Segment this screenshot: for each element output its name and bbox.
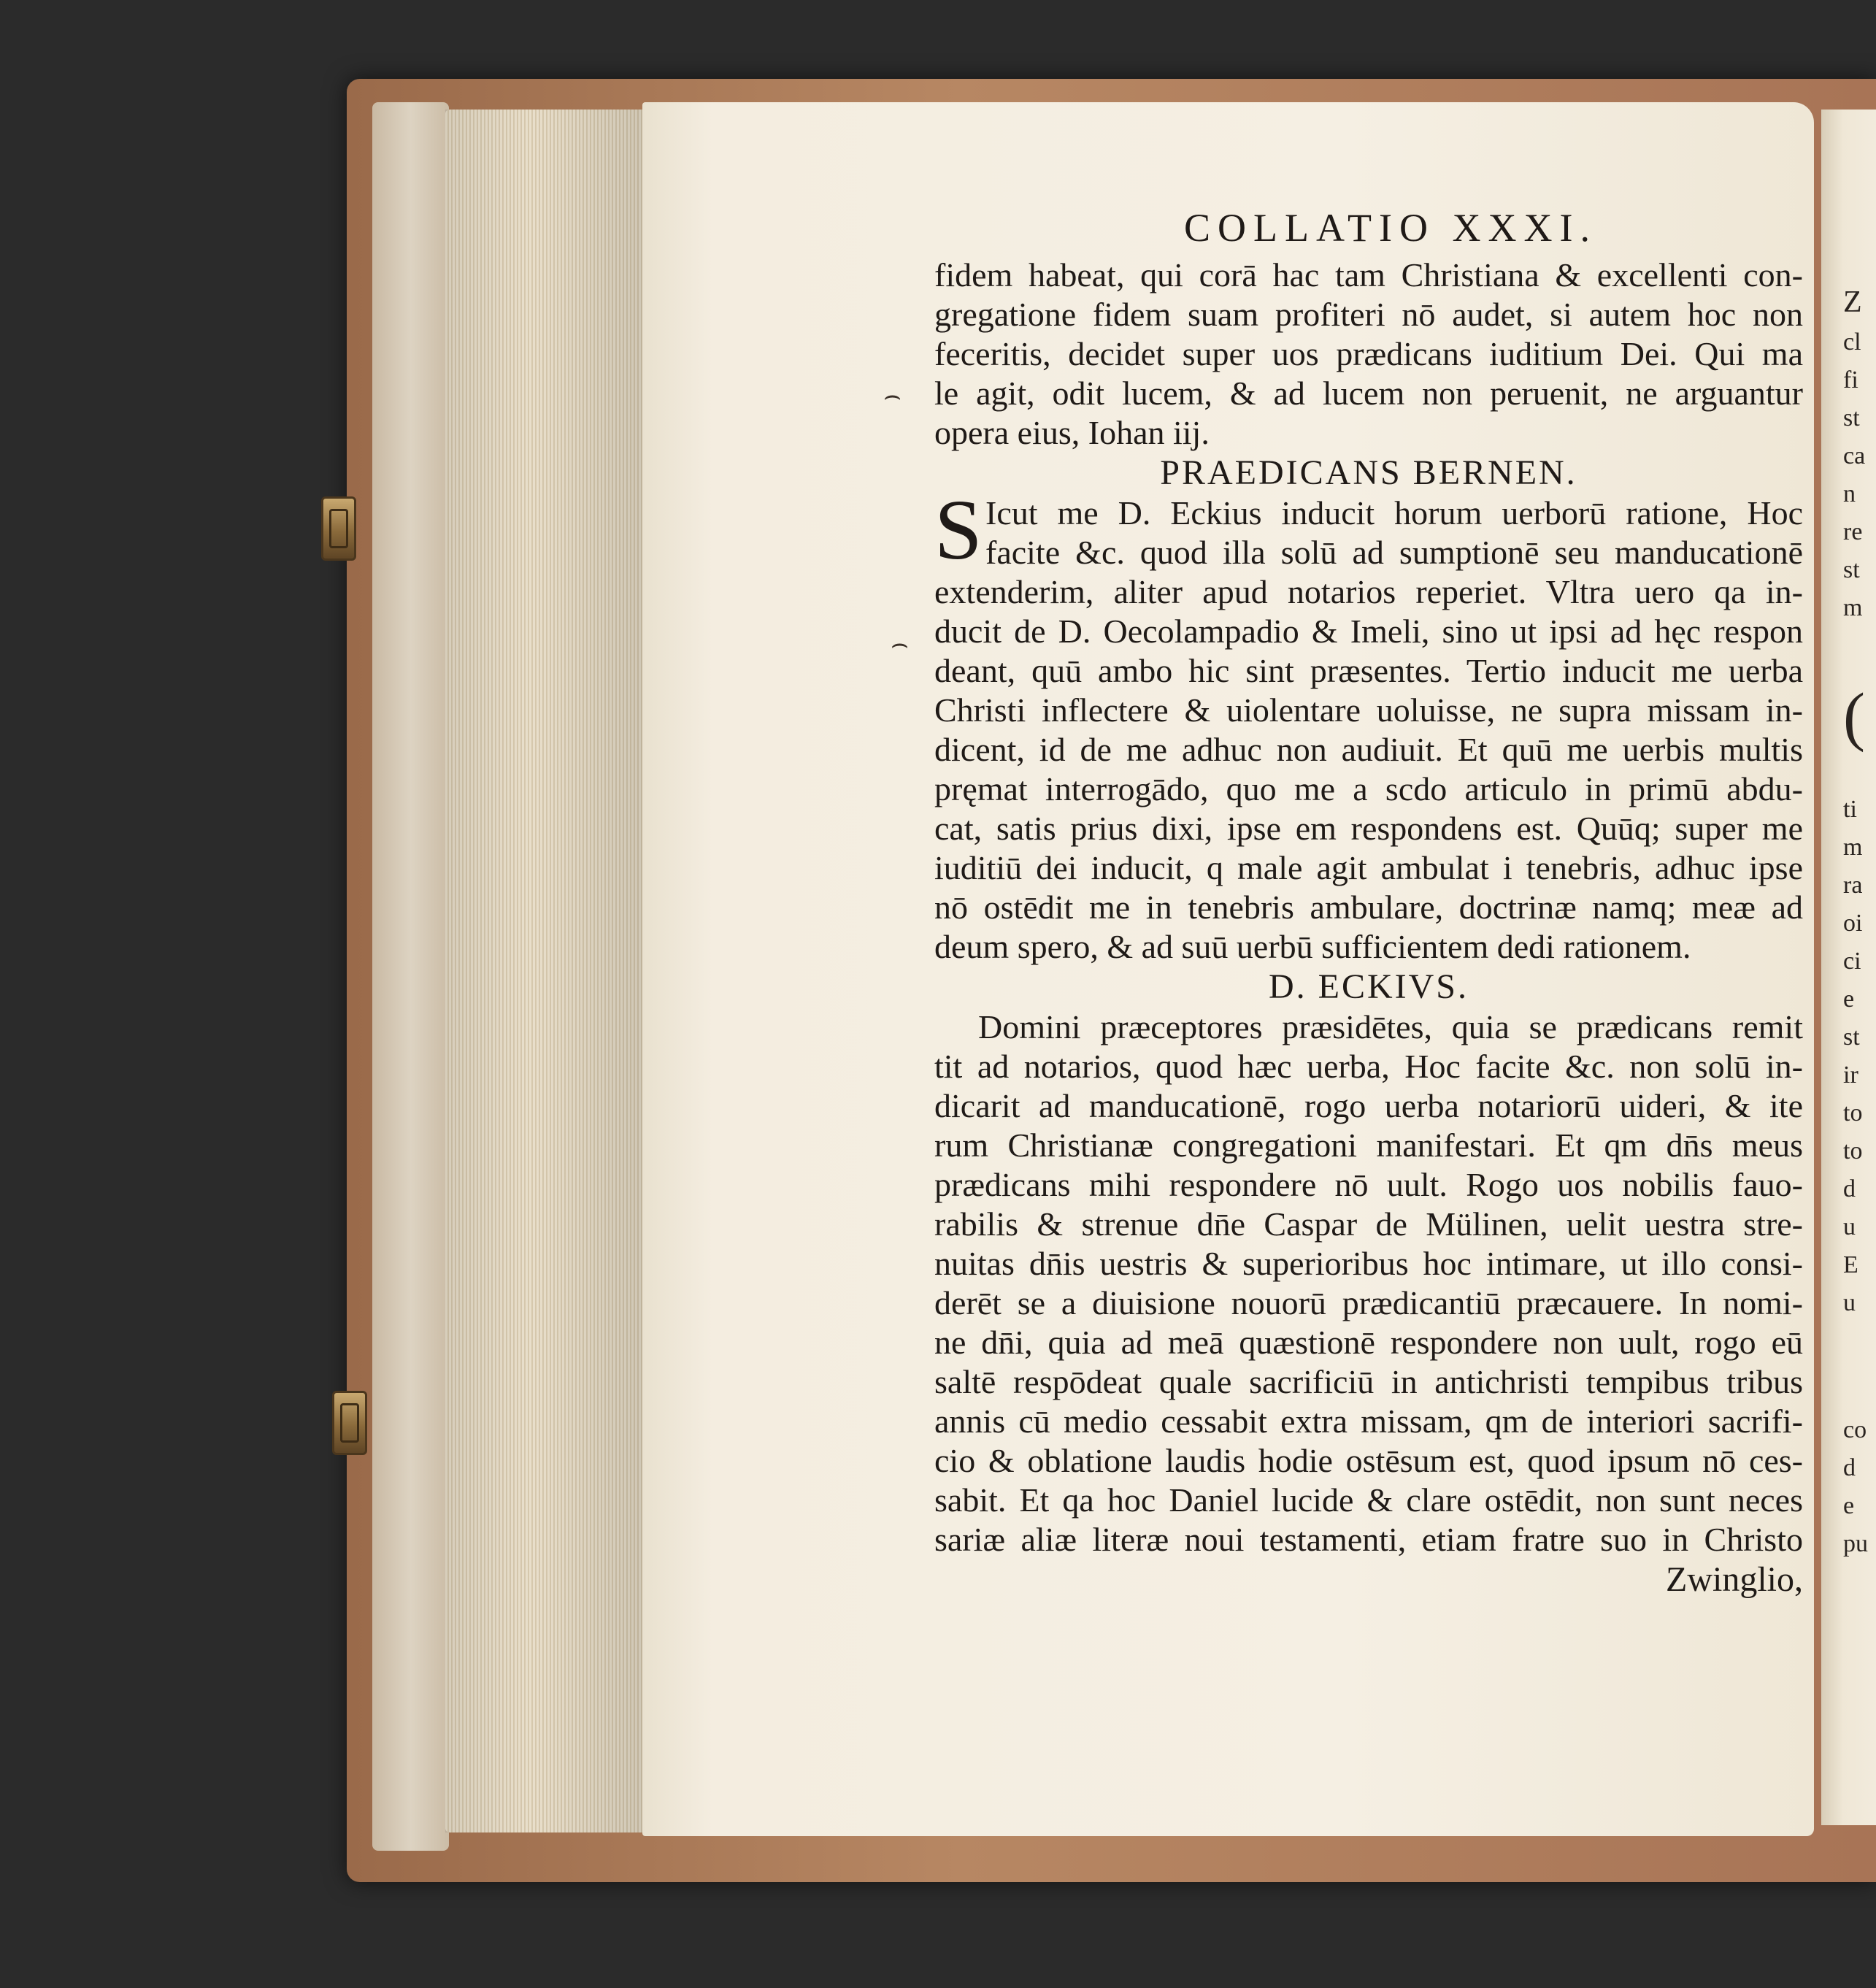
text-line: cio & oblatione laudis hodie ostēsum est, quod ipsum nō ces- — [934, 1442, 1803, 1479]
text-line: dicent, id de me adhuc non audiuit. Et quū me uerbis multis — [934, 731, 1803, 768]
facing-frag: e — [1843, 1492, 1855, 1519]
stray-mark: ⌢ — [883, 380, 902, 411]
facing-frag: st — [1843, 404, 1860, 431]
paragraph-with-initial — [934, 482, 1803, 577]
text-line: tit ad notarios, quod hæc uerba, Hoc facite &c. non solū in- — [934, 1048, 1803, 1085]
running-head: COLLATIO XXXI. — [1184, 206, 1597, 250]
catchword: Zwinglio, — [1666, 1560, 1803, 1599]
facing-frag: st — [1843, 1024, 1860, 1051]
page-edges — [445, 110, 657, 1832]
text-line: nō ostēdit me in tenebris ambulare, doctrinæ namq; meæ ad — [934, 889, 1803, 926]
facing-frag: n — [1843, 480, 1856, 507]
text-line: rabilis & strenue dn̄e Caspar de Mülinen, uelit uestra stre- — [934, 1205, 1803, 1243]
facing-frag: ra — [1843, 872, 1863, 899]
facing-frag: u — [1843, 1213, 1856, 1240]
text-line: Christi inflectere & uiolentare uoluisse, ne supra missam in- — [934, 691, 1803, 729]
facing-frag: d — [1843, 1175, 1856, 1202]
facing-frag: E — [1843, 1251, 1858, 1278]
facing-frag: ( — [1843, 680, 1865, 753]
text-line: facite &c. quod illa solū ad sumptionē seu manducationē — [985, 534, 1803, 571]
text-line: sariæ aliæ literæ noui testamenti, etiam fratre suo in Christo — [934, 1521, 1803, 1558]
text-line: rum Christianæ congregationi manifestari. Et qm dn̄s meus — [934, 1127, 1803, 1164]
text-line: saltē respōdeat quale sacrificiū in antichristi tempibus tribus — [934, 1363, 1803, 1400]
facing-frag: e — [1843, 986, 1855, 1013]
facing-frag: ca — [1843, 442, 1866, 469]
text-line: deant, quū ambo hic sint præsentes. Tertio inducit me uerba — [934, 652, 1803, 689]
facing-frag: d — [1843, 1454, 1856, 1481]
section-heading: PRAEDICANS BERNEN. — [1160, 453, 1577, 492]
facing-frag: ci — [1843, 948, 1861, 975]
facing-frag: fi — [1843, 366, 1858, 394]
text-line: derēt se a diuisione nouorū prædicantiū præcauere. In nomi- — [934, 1284, 1803, 1321]
text-line: prædicans mihi respondere nō uult. Rogo uos nobilis fauo- — [934, 1166, 1803, 1203]
facing-frag: pu — [1843, 1530, 1868, 1557]
text-line: dicarit ad manducationē, rogo uerba notariorū uideri, & ite — [934, 1087, 1803, 1124]
text-line: gregatione fidem suam profiteri nō audet, si autem hoc non — [934, 296, 1803, 333]
text-line: cat, satis prius dixi, ipse em respondens est. Quūq; super me — [934, 810, 1803, 847]
text-line: annis cū medio cessabit extra missam, qm de interiori sacrifi- — [934, 1402, 1803, 1440]
inner-binding — [372, 102, 449, 1851]
facing-frag: to — [1843, 1099, 1863, 1127]
text-block — [934, 204, 1803, 1600]
text-line: pręmat interrogādo, quo me a scdo articulo in primū abdu- — [934, 770, 1803, 807]
facing-frag: to — [1843, 1137, 1863, 1164]
text-line: extenderim, aliter apud notarios reperiet. Vltra uero qa in- — [934, 573, 1803, 610]
stray-mark: ⌢ — [891, 629, 910, 659]
text-line: deum spero, & ad suū uerbū sufficientem dedi rationem. — [934, 928, 1691, 965]
facing-frag: cl — [1843, 329, 1861, 356]
text-line: sabit. Et qa hoc Daniel lucide & clare ostēdit, non sunt neces — [934, 1481, 1803, 1519]
facing-page — [1821, 110, 1876, 1825]
text-line: nuitas dn̄is uestris & superioribus hoc intimare, ut illo consi- — [934, 1245, 1803, 1282]
text-line: iuditiū dei inducit, q male agit ambulat i tenebris, adhuc ipse — [934, 849, 1803, 886]
text-line: ducit de D. Oecolampadio & Imeli, sino ut ipsi ad hęc respon — [934, 613, 1803, 650]
section-heading: D. ECKIVS. — [1268, 967, 1469, 1006]
facing-frag: m — [1843, 834, 1863, 861]
text-line: fidem habeat, qui corā hac tam Christiana & excellenti con- — [934, 256, 1803, 293]
facing-frag: st — [1843, 556, 1860, 583]
drop-cap: S — [934, 482, 983, 577]
upper-clasp — [321, 496, 356, 561]
facing-frag: re — [1843, 518, 1863, 545]
facing-frag: ti — [1843, 796, 1857, 823]
facing-frag: m — [1843, 594, 1863, 621]
text-line: Domini præceptores præsidētes, quia se prædicans remit — [978, 1008, 1803, 1045]
text-line: opera eius, Iohan iij. — [934, 414, 1210, 451]
facing-frag: co — [1843, 1416, 1867, 1443]
lower-clasp — [332, 1391, 367, 1455]
text-line: ne dn̄i, quia ad meā quæstionē respondere non uult, rogo eū — [934, 1324, 1803, 1361]
text-line: le agit, odit lucem, & ad lucem non peruenit, ne arguantur — [934, 375, 1803, 412]
facing-frag: ir — [1843, 1062, 1858, 1089]
facing-frag: Z — [1843, 285, 1862, 319]
text-line: feceritis, decidet super uos prædicans iuditium Dei. Qui ma — [934, 335, 1803, 372]
facing-frag: oi — [1843, 910, 1863, 937]
text-line: Icut me D. Eckius inducit horum uerborū ratione, Hoc — [985, 494, 1803, 531]
facing-frag: u — [1843, 1289, 1856, 1316]
